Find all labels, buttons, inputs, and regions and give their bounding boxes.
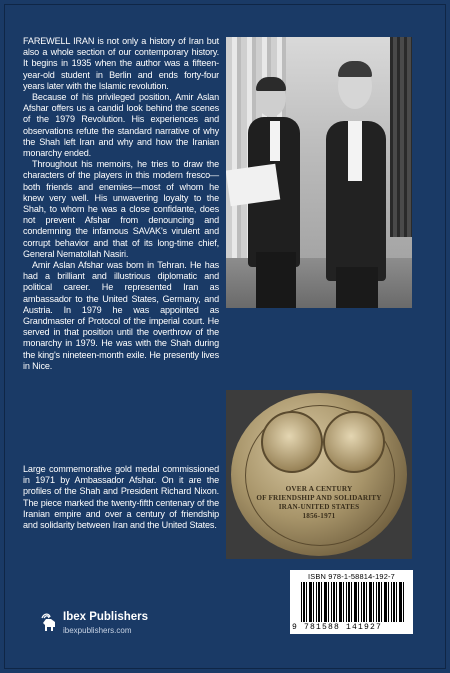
medal-caption: Large commemorative gold medal commissioned in 1971 by Ambassador Afshar. On it are the profiles of the Shah and President Richard Nixon. The piece marked the twenty-fifth centenary of the Iranian empire and over a century of friendship and solidarity between Iran and the United States. bbox=[23, 464, 219, 531]
medal-cameo-right bbox=[323, 411, 385, 473]
blurb-paragraph: Amir Aslan Afshar was born in Tehran. He has had a brilliant and illustrious diplomatic and political career. He represented Iran as ambassador to the United States, Germany, and Austria. In 1979 he was appointed as Grandmaster of Protocol of the imperial court. He served in that position until the overthrow of the monarchy in 1979. He was with the Shah during the king's nineteen-month exile. He presently lives in Nice. bbox=[23, 260, 219, 371]
medal-line: OF FRIENDSHIP AND SOLIDARITY bbox=[256, 494, 382, 502]
barcode-digits: 9 781588 141927 bbox=[292, 623, 383, 632]
figure-right-shirt bbox=[348, 121, 362, 181]
medal-line: IRAN-UNITED STATES bbox=[278, 503, 360, 511]
medal-inscription bbox=[255, 485, 383, 521]
barcode-bars bbox=[301, 582, 405, 622]
medal-line: 1856-1971 bbox=[302, 512, 336, 520]
blurb-paragraph: Throughout his memoirs, he tries to draw the characters of the players in this modern fresco—both friends and enemies—most of whom he knew very well. His unwavering loyalty to the Shah, to whom he was a close confidante, does not prevent Afshar from denouncing and condemning the infamous SAVAK's virulent and corrupt behavior and that of its long-time chief, General Nematollah Nasiri. bbox=[23, 159, 219, 259]
blurb-column bbox=[23, 36, 219, 372]
blurb-paragraph: Because of his privileged position, Amir Aslan Afshar offers us a candid look behind the scenes of the 1979 Revolution. His experiences and observations refute the standard narrative of why the Shah left Iran and why and how the Iranian monarchy ended. bbox=[23, 92, 219, 159]
isbn-label: ISBN 978-1-58814-192-7 bbox=[308, 572, 395, 581]
gold-medal bbox=[231, 393, 407, 556]
blurb-paragraph: FAREWELL IRAN is not only a history of Iran but also a whole section of our contemporary history. It begins in 1935 when the author was a fifteen-year-old student in Berlin and ends forty-four years later with the Islamic revolution. bbox=[23, 36, 219, 91]
figure-right-legs bbox=[336, 267, 378, 308]
medal-photo bbox=[226, 390, 412, 559]
medal-cameo-left bbox=[261, 411, 323, 473]
medal-line: OVER A CENTURY bbox=[285, 485, 353, 493]
figure-left-folder bbox=[226, 164, 280, 207]
publisher-name: Ibex Publishers bbox=[63, 611, 149, 623]
figure-left-hair bbox=[256, 77, 286, 91]
photo-curtain-right bbox=[390, 37, 412, 237]
figure-right-hair bbox=[338, 61, 372, 77]
publisher-url[interactable]: ibexpublishers.com bbox=[63, 626, 132, 635]
figure-left-shirt bbox=[270, 121, 280, 161]
figure-left-legs bbox=[256, 252, 296, 308]
barcode bbox=[290, 570, 413, 634]
ibex-goat-icon bbox=[38, 612, 60, 634]
nixon-shah-photo bbox=[226, 37, 412, 308]
